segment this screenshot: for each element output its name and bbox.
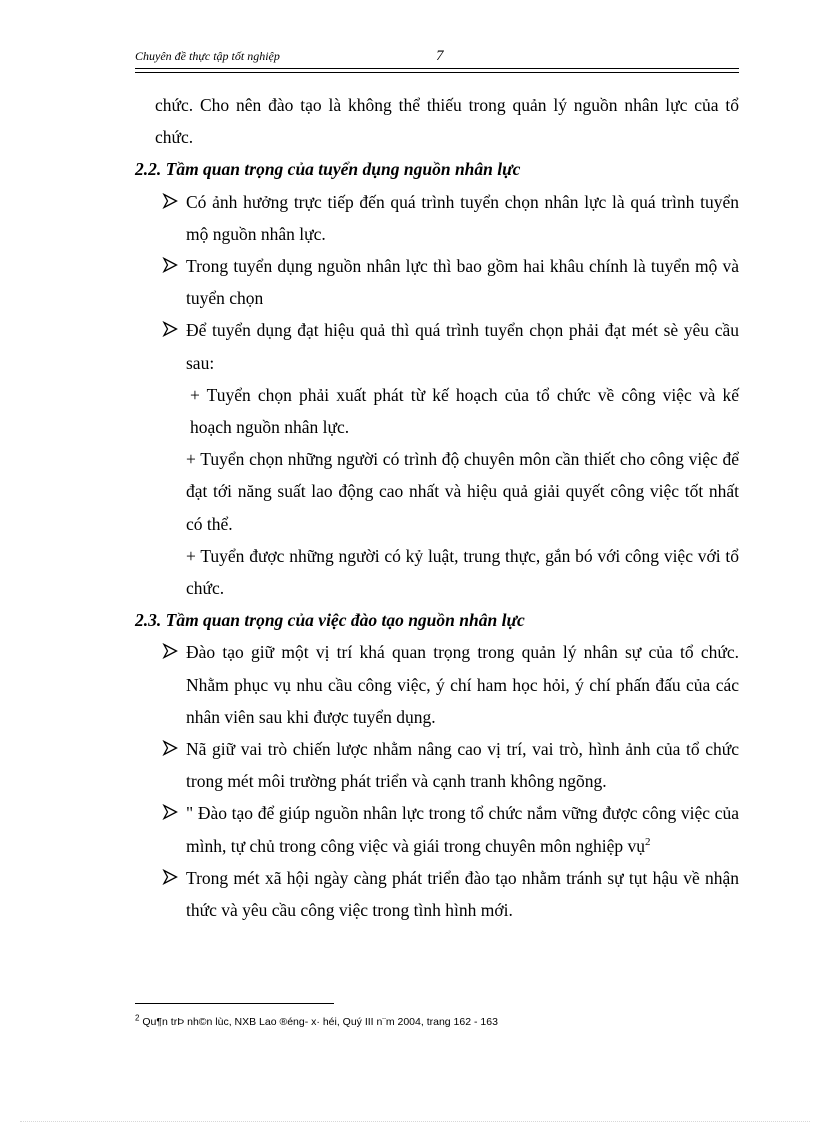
section-heading-2-3: 2.3. Tầm quan trọng của việc đào tạo nguồn nhân lực bbox=[135, 610, 525, 631]
header-rule-thick bbox=[135, 68, 739, 69]
bullet-text: Đào tạo giữ một vị trí khá quan trọng trong quản lý nhân sự của tổ chức. Nhằm phục vụ nhu cầu công việc, ý chí ham học hỏi, ý chí phấn đấu của các nhân viên sau khi được tuyển dụng. bbox=[186, 642, 739, 727]
page-body bbox=[135, 89, 739, 926]
arrow-bullet-icon bbox=[162, 643, 178, 659]
page-number: 7 bbox=[436, 48, 444, 64]
arrow-bullet-icon bbox=[162, 804, 178, 820]
page-bottom-border bbox=[20, 1121, 810, 1122]
intro-paragraph: chức. Cho nên đào tạo là không thể thiếu trong quản lý nguồn nhân lực của tổ chức. bbox=[155, 95, 739, 148]
arrow-bullet-icon bbox=[162, 193, 178, 209]
bullet-item bbox=[135, 314, 739, 378]
arrow-bullet-icon bbox=[162, 740, 178, 756]
bullet-item bbox=[135, 186, 739, 250]
section-heading-2-2: 2.2. Tầm quan trọng của tuyển dụng nguồn nhân lực bbox=[135, 159, 521, 180]
arrow-bullet-icon bbox=[162, 257, 178, 273]
bullet-text: Để tuyển dụng đạt hiệu quả thì quá trình tuyển chọn phải đạt mét sè yêu cầu sau: bbox=[186, 320, 739, 373]
bullet-item bbox=[135, 733, 739, 797]
bullet-item bbox=[135, 250, 739, 314]
bullet-text: Trong tuyển dụng nguồn nhân lực thì bao gồm hai khâu chính là tuyển mộ và tuyển chọn bbox=[186, 256, 739, 309]
bullet-text: Có ảnh hưởng trực tiếp đến quá trình tuyển chọn nhân lực là quá trình tuyển mộ nguồn nhân lực. bbox=[186, 191, 739, 244]
arrow-bullet-icon bbox=[162, 869, 178, 885]
bullet-text: Nã giữ vai trò chiến lược nhằm nâng cao vị trí, vai trò, hình ảnh của tổ chức trong mét môi trường phát triển và cạnh tranh không ngõng. bbox=[186, 739, 739, 792]
bullet-item bbox=[135, 797, 739, 861]
bullet-text: " Đào tạo để giúp nguồn nhân lực trong tổ chức nắm vững được công việc của mình, tự chủ trong công việc và giái trong chuyên môn nghiệp vụ bbox=[186, 803, 739, 856]
footnote-separator bbox=[135, 1003, 334, 1004]
bullet-item bbox=[135, 636, 739, 733]
bullet-item bbox=[135, 862, 739, 926]
footnote-reference[interactable]: 2 bbox=[645, 835, 651, 848]
footnote-text: Qu¶n trÞ nh©n lùc, NXB Lao ®éng- x· héi, Quý III n¨m 2004, trang 162 - 163 bbox=[142, 1016, 498, 1028]
bullet-text: Trong mét xã hội ngày càng phát triển đào tạo nhằm tránh sự tụt hậu về nhận thức và yêu cầu công việc trong tình hình mới. bbox=[186, 867, 739, 921]
arrow-bullet-icon bbox=[162, 321, 178, 337]
header-rule-thin bbox=[135, 72, 739, 73]
sub-item: + Tuyển được những người có kỷ luật, trung thực, gắn bó với công việc với tổ chức. bbox=[186, 545, 739, 599]
header-title: Chuyên đề thực tập tốt nghiệp bbox=[135, 49, 280, 63]
sub-item: + Tuyển chọn những người có trình độ chuyên môn cần thiết cho công việc để đạt tới năng suất lao động cao nhất và hiệu quả giải quyết công việc tốt nhất có thể. bbox=[186, 449, 739, 534]
footnote-marker: 2 bbox=[135, 1013, 140, 1023]
footnote bbox=[135, 1013, 498, 1028]
sub-item: + Tuyển chọn phải xuất phát từ kế hoạch của tổ chức về công việc và kế hoạch nguồn nhân lực. bbox=[190, 384, 739, 438]
